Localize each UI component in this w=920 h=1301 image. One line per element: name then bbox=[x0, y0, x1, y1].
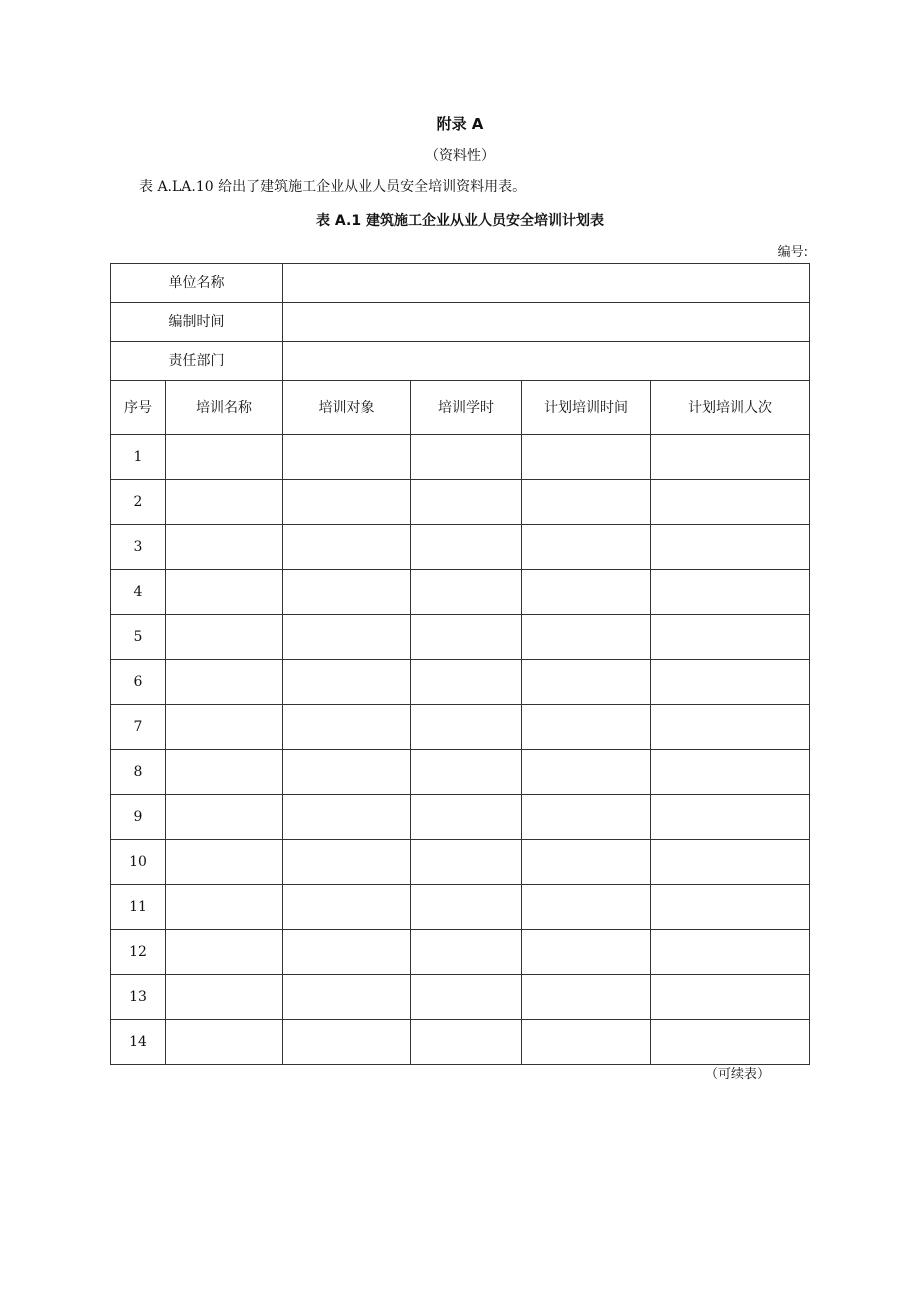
table-cell[interactable] bbox=[166, 840, 283, 885]
table-row bbox=[111, 615, 810, 660]
table-row bbox=[111, 885, 810, 930]
table-cell[interactable] bbox=[166, 570, 283, 615]
table-cell[interactable] bbox=[411, 885, 522, 930]
table-cell[interactable] bbox=[166, 525, 283, 570]
table-cell[interactable] bbox=[283, 885, 411, 930]
row-index: 10 bbox=[111, 840, 166, 885]
table-cell[interactable] bbox=[522, 795, 651, 840]
table-row bbox=[111, 660, 810, 705]
column-header-index: 序号 bbox=[111, 381, 166, 435]
table-cell[interactable] bbox=[283, 705, 411, 750]
table-row bbox=[111, 975, 810, 1020]
table-cell[interactable] bbox=[411, 795, 522, 840]
table-cell[interactable] bbox=[411, 1020, 522, 1065]
table-cell[interactable] bbox=[651, 480, 810, 525]
table-cell[interactable] bbox=[651, 795, 810, 840]
table-cell[interactable] bbox=[522, 1020, 651, 1065]
number-label: 编号: bbox=[777, 245, 808, 260]
info-row-compile-time bbox=[111, 303, 810, 342]
row-index: 14 bbox=[111, 1020, 166, 1065]
row-index: 4 bbox=[111, 570, 166, 615]
row-index: 1 bbox=[111, 435, 166, 480]
table-cell[interactable] bbox=[283, 435, 411, 480]
table-cell[interactable] bbox=[522, 615, 651, 660]
table-cell[interactable] bbox=[283, 750, 411, 795]
table-cell[interactable] bbox=[651, 930, 810, 975]
table-cell[interactable] bbox=[166, 975, 283, 1020]
table-cell[interactable] bbox=[522, 930, 651, 975]
table-row bbox=[111, 525, 810, 570]
table-cell[interactable] bbox=[283, 660, 411, 705]
table-title: 表 A.1 建筑施工企业从业人员安全培训计划表 bbox=[316, 213, 604, 229]
table-cell[interactable] bbox=[522, 525, 651, 570]
column-header-row bbox=[111, 381, 810, 435]
table-cell[interactable] bbox=[651, 1020, 810, 1065]
table-cell[interactable] bbox=[651, 975, 810, 1020]
table-row bbox=[111, 930, 810, 975]
info-row-unit-name bbox=[111, 264, 810, 303]
table-cell[interactable] bbox=[283, 840, 411, 885]
table-cell[interactable] bbox=[522, 705, 651, 750]
table-row bbox=[111, 570, 810, 615]
continued-note: （可续表） bbox=[705, 1067, 771, 1082]
row-index: 12 bbox=[111, 930, 166, 975]
info-label: 责任部门 bbox=[111, 342, 283, 381]
table-row bbox=[111, 750, 810, 795]
table-cell[interactable] bbox=[166, 705, 283, 750]
table-cell[interactable] bbox=[522, 435, 651, 480]
table-cell[interactable] bbox=[283, 975, 411, 1020]
table-cell[interactable] bbox=[411, 525, 522, 570]
column-header-training-target: 培训对象 bbox=[283, 381, 411, 435]
table-cell[interactable] bbox=[411, 975, 522, 1020]
table-cell[interactable] bbox=[166, 795, 283, 840]
table-cell[interactable] bbox=[522, 480, 651, 525]
table-cell[interactable] bbox=[411, 705, 522, 750]
table-cell[interactable] bbox=[411, 435, 522, 480]
table-row bbox=[111, 795, 810, 840]
info-label: 单位名称 bbox=[111, 264, 283, 303]
info-value[interactable] bbox=[283, 342, 810, 381]
table-row bbox=[111, 1020, 810, 1065]
table-cell[interactable] bbox=[411, 570, 522, 615]
table-cell[interactable] bbox=[522, 975, 651, 1020]
table-row bbox=[111, 480, 810, 525]
table-cell[interactable] bbox=[651, 525, 810, 570]
table-cell[interactable] bbox=[411, 480, 522, 525]
table-cell[interactable] bbox=[283, 615, 411, 660]
table-cell[interactable] bbox=[651, 660, 810, 705]
row-index: 5 bbox=[111, 615, 166, 660]
table-cell[interactable] bbox=[283, 480, 411, 525]
table-cell[interactable] bbox=[651, 750, 810, 795]
table-cell[interactable] bbox=[522, 840, 651, 885]
table-cell[interactable] bbox=[411, 615, 522, 660]
training-plan-table bbox=[110, 263, 810, 1065]
table-cell[interactable] bbox=[522, 570, 651, 615]
row-index: 7 bbox=[111, 705, 166, 750]
table-cell[interactable] bbox=[522, 885, 651, 930]
table-cell[interactable] bbox=[283, 930, 411, 975]
row-index: 2 bbox=[111, 480, 166, 525]
table-row bbox=[111, 840, 810, 885]
info-value[interactable] bbox=[283, 264, 810, 303]
table-cell[interactable] bbox=[283, 570, 411, 615]
table-cell[interactable] bbox=[166, 615, 283, 660]
table-row bbox=[111, 705, 810, 750]
column-header-training-hours: 培训学时 bbox=[411, 381, 522, 435]
info-row-responsible-dept bbox=[111, 342, 810, 381]
appendix-title: 附录 A bbox=[436, 115, 484, 133]
table-cell[interactable] bbox=[411, 660, 522, 705]
table-cell[interactable] bbox=[651, 615, 810, 660]
column-header-planned-attendance: 计划培训人次 bbox=[651, 381, 810, 435]
table-cell[interactable] bbox=[651, 885, 810, 930]
row-index: 11 bbox=[111, 885, 166, 930]
table-cell[interactable] bbox=[283, 795, 411, 840]
table-cell[interactable] bbox=[283, 1020, 411, 1065]
info-label: 编制时间 bbox=[111, 303, 283, 342]
table-cell[interactable] bbox=[522, 660, 651, 705]
row-index: 8 bbox=[111, 750, 166, 795]
row-index: 9 bbox=[111, 795, 166, 840]
table-cell[interactable] bbox=[411, 840, 522, 885]
row-index: 13 bbox=[111, 975, 166, 1020]
table-cell[interactable] bbox=[166, 885, 283, 930]
table-cell[interactable] bbox=[411, 930, 522, 975]
info-value[interactable] bbox=[283, 303, 810, 342]
table-cell[interactable] bbox=[651, 435, 810, 480]
table-cell[interactable] bbox=[166, 480, 283, 525]
table-cell[interactable] bbox=[651, 705, 810, 750]
intro-text: 表 A.LA.10 给出了建筑施工企业从业人员安全培训资料用表。 bbox=[139, 179, 527, 195]
table-cell[interactable] bbox=[166, 930, 283, 975]
table-cell[interactable] bbox=[166, 435, 283, 480]
table-cell[interactable] bbox=[411, 750, 522, 795]
row-index: 6 bbox=[111, 660, 166, 705]
table-row bbox=[111, 435, 810, 480]
table-cell[interactable] bbox=[522, 750, 651, 795]
table-cell[interactable] bbox=[651, 570, 810, 615]
table-cell[interactable] bbox=[283, 525, 411, 570]
appendix-subtitle: （资料性） bbox=[425, 148, 495, 164]
column-header-training-name: 培训名称 bbox=[166, 381, 283, 435]
table-cell[interactable] bbox=[651, 840, 810, 885]
table-cell[interactable] bbox=[166, 660, 283, 705]
column-header-planned-time: 计划培训时间 bbox=[522, 381, 651, 435]
table-cell[interactable] bbox=[166, 750, 283, 795]
row-index: 3 bbox=[111, 525, 166, 570]
table-cell[interactable] bbox=[166, 1020, 283, 1065]
